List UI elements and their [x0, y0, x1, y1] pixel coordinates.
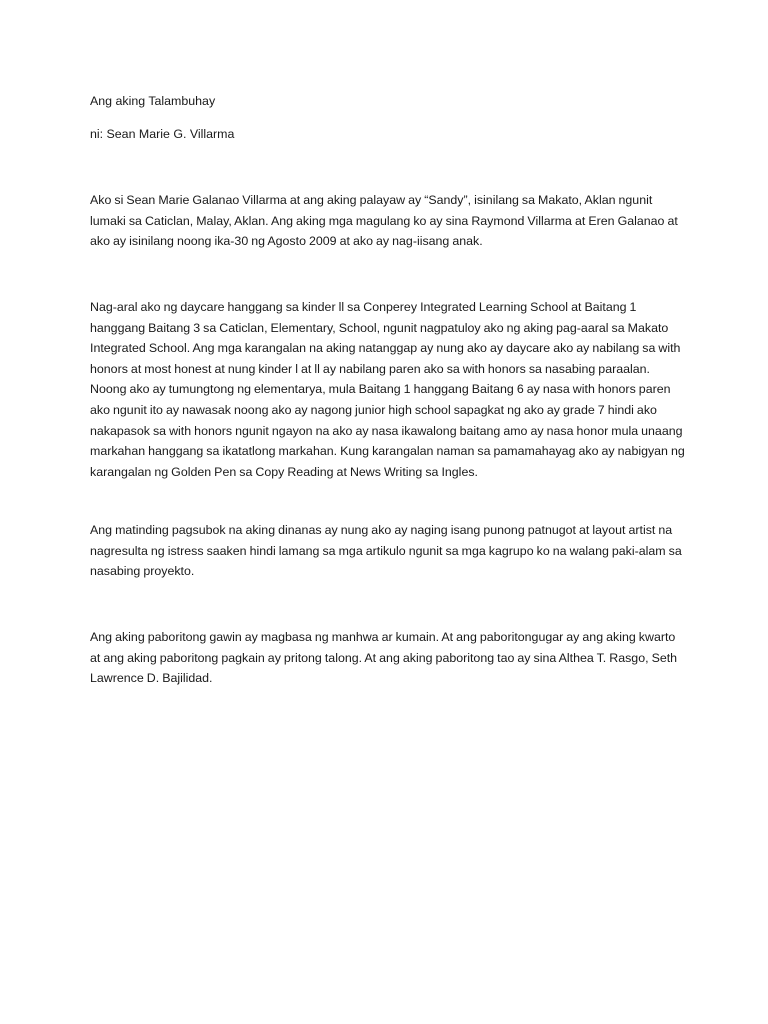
- paragraph-challenge: Ang matinding pagsubok na aking dinanas ay nung ako ay naging isang punong patnugot at layout artist na nagresulta ng istress saaken hindi lamang sa mga artikulo ngunit sa mga kagrupo ko na walang paki-alam sa nasabing proyekto.: [90, 523, 682, 579]
- paragraph-favorites: Ang aking paboritong gawin ay magbasa ng manhwa ar kumain. At ang paboritongugar ay ang aking kwarto at ang aking paboritong pagkain ay pritong talong. At ang aking paboritong tao ay sina Althea T. Rasgo, Seth Lawrence D. Bajilidad.: [90, 630, 678, 686]
- document-byline: ni: Sean Marie G. Villarma: [90, 127, 235, 141]
- document-title: Ang aking Talambuhay: [90, 94, 216, 108]
- paragraph-education: Nag-aral ako ng daycare hanggang sa kinder ll sa Conperey Integrated Learning School at Baitang 1 hanggang Baitang 3 sa Caticlan, Elementary, School, ngunit nagpatuloy ako ng aking pag-aaral sa Makato Integrated School. Ang mga karangalan na aking natanggap ay nung ako ay daycare ako ay nabilang sa with honors at most honest at nung kinder l at ll ay nabilang paren ako sa with honors sa nasabing paraalan. Noong ako ay tumungtong ng elementarya, mula Baitang 1 hanggang Baitang 6 ay nasa with honors paren ako ngunit ito ay nawasak noong ako ay nagong junior high school sapagkat ng ako ay grade 7 hindi ako nakapasok sa with honors ngunit ngayon na ako ay nasa ikawalong baitang amo ay nasa honor mula unaang markahan hanggang sa ikatatlong markahan. Kung karangalan naman sa pamamahayag ako ay nabigyan ng karangalan ng Golden Pen sa Copy Reading at News Writing sa Ingles.: [90, 300, 685, 479]
- paragraph-intro: Ako si Sean Marie Galanao Villarma at ang aking palayaw ay “Sandy”, isinilang sa Makato, Aklan ngunit lumaki sa Caticlan, Malay, Aklan. Ang aking mga magulang ko ay sina Raymond Villarma at Eren Galanao at ako ay isinilang noong ika-30 ng Agosto 2009 at ako ay nag-iisang anak.: [90, 193, 678, 249]
